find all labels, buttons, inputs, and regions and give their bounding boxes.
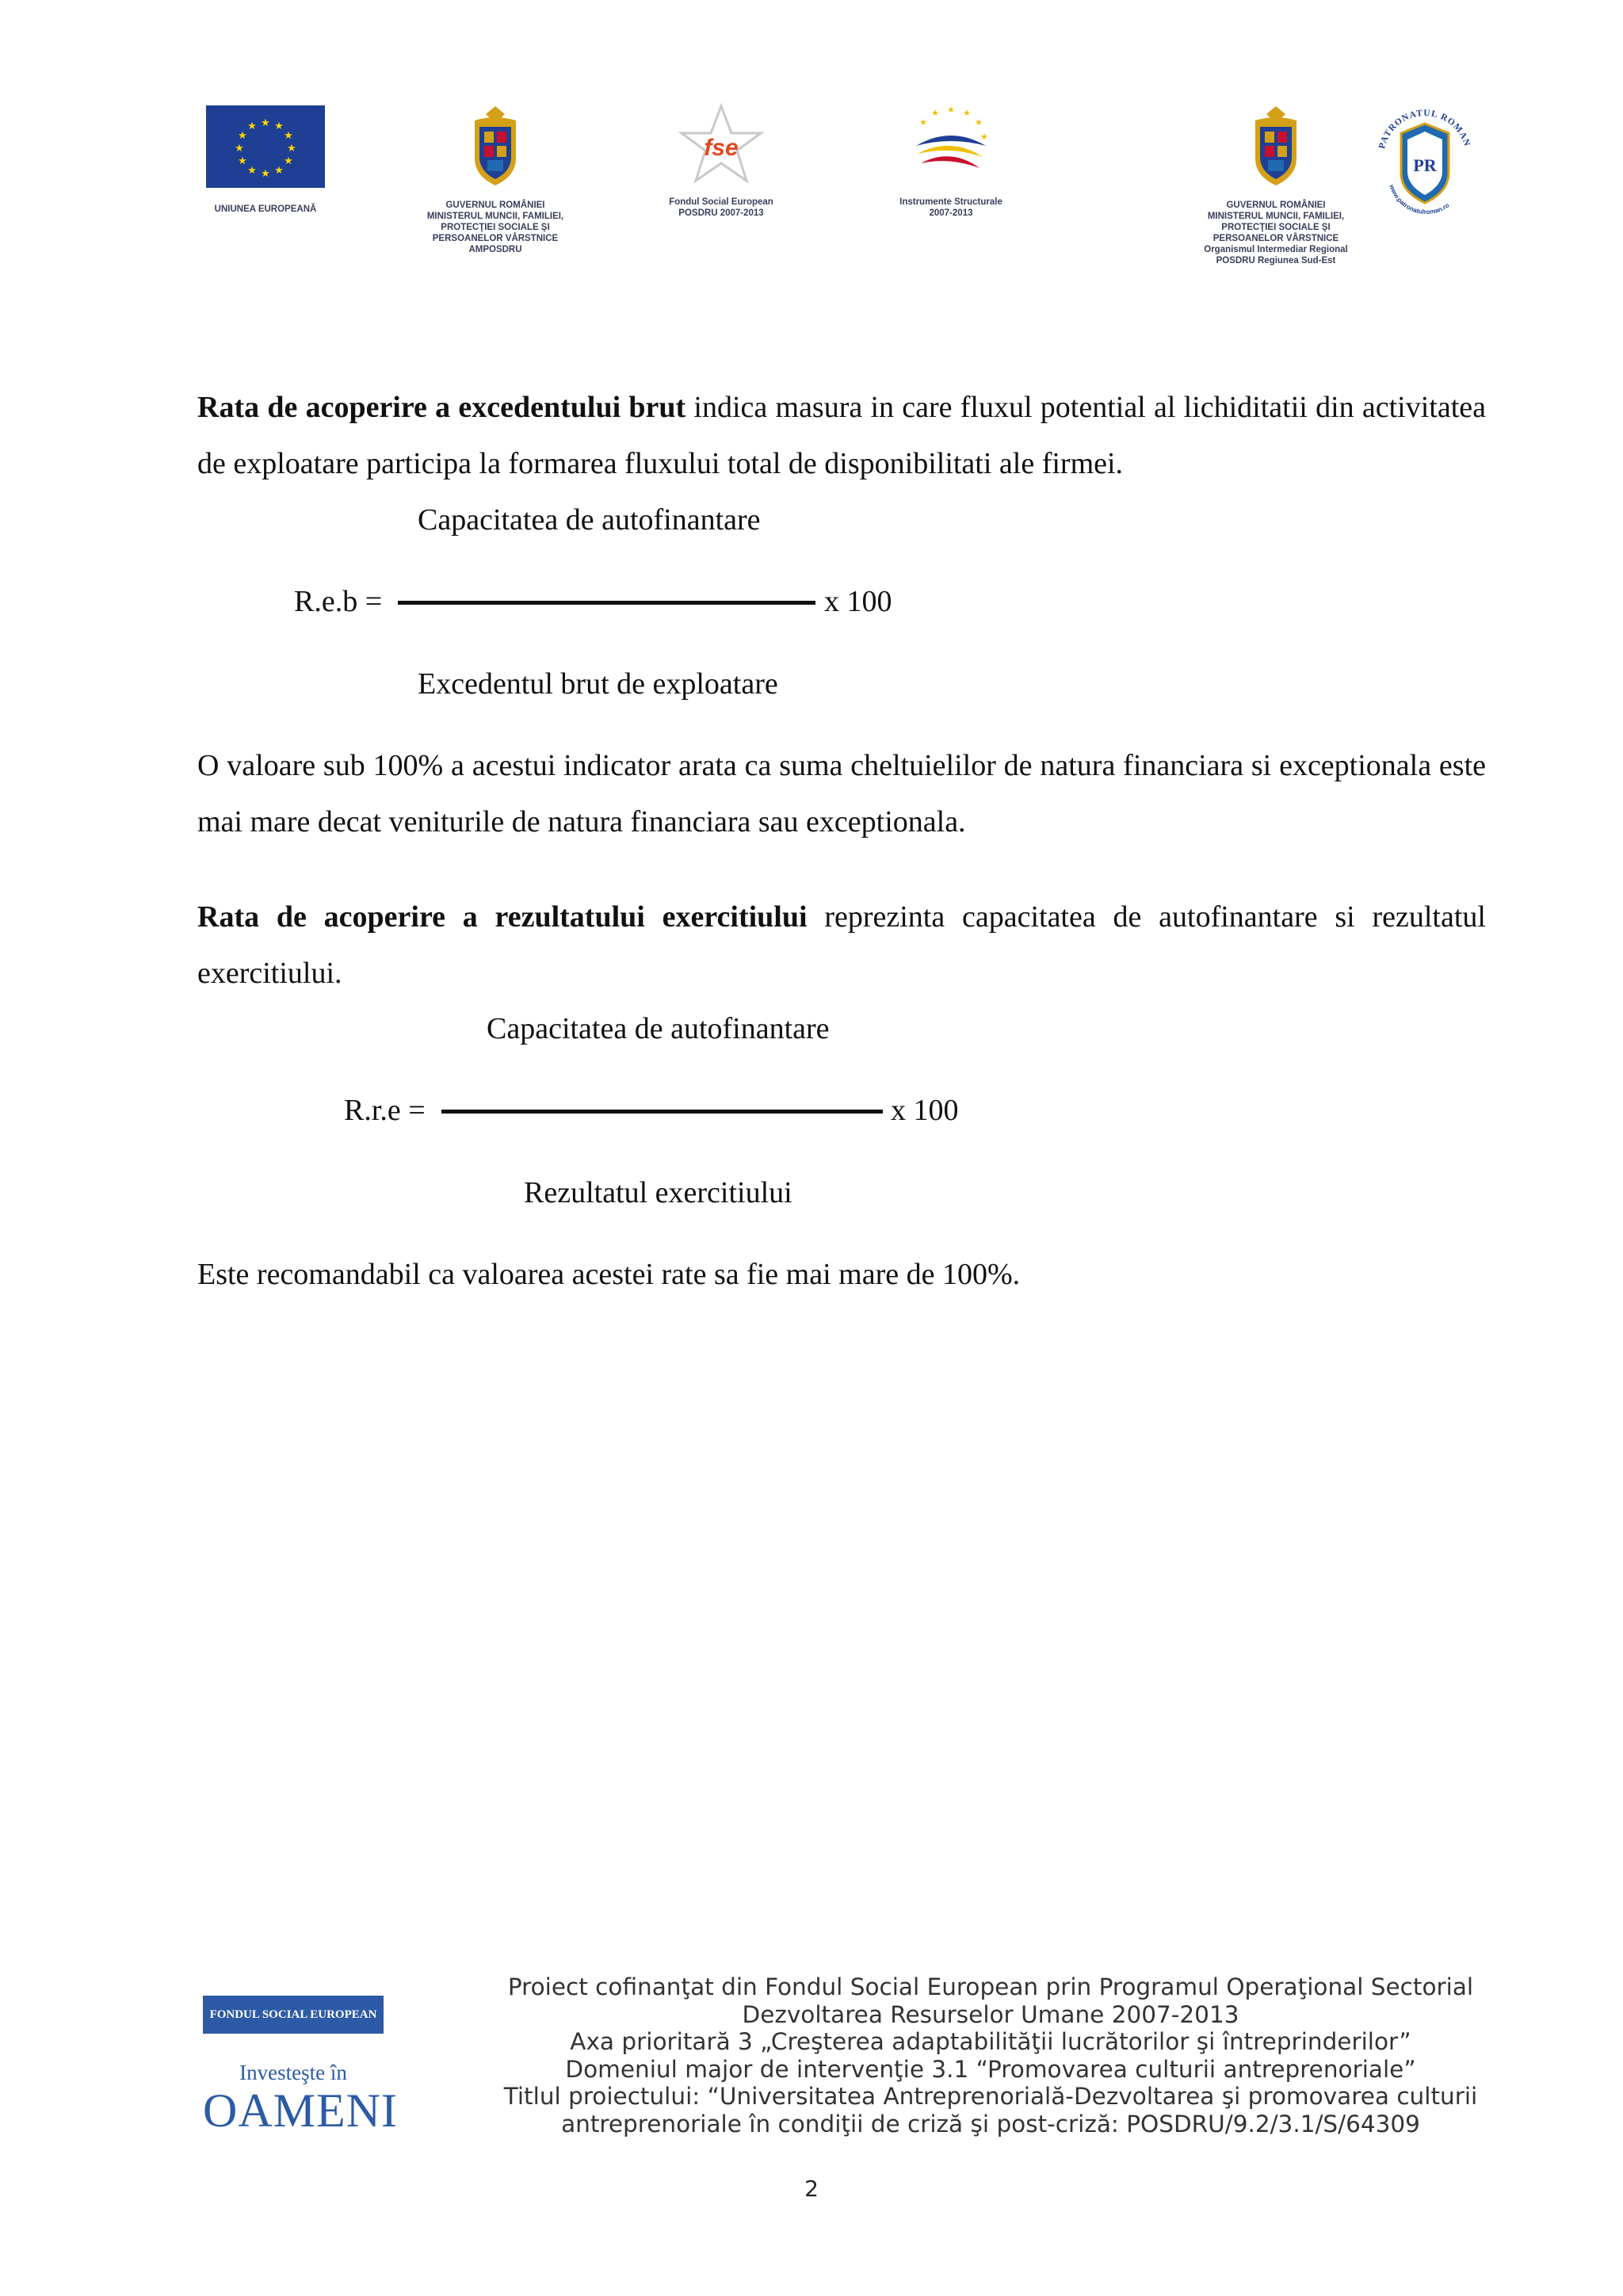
project-line: Dezvoltarea Resurselor Umane 2007-2013 <box>742 2000 1239 2028</box>
patronatul-roman-icon <box>1373 100 1477 227</box>
svg-text:★: ★ <box>980 132 988 142</box>
svg-text:★: ★ <box>947 105 955 115</box>
svg-text:★: ★ <box>261 168 270 180</box>
patronatul-center-text: PR <box>1412 155 1437 175</box>
svg-text:★: ★ <box>274 120 284 132</box>
project-line: Axa prioritară 3 „Creşterea adaptabilităţii lucrătorilor şi întreprinderilor” <box>570 2028 1411 2055</box>
svg-text:★: ★ <box>247 120 257 132</box>
formula-denominator: Excedentul brut de exploatare <box>418 667 778 701</box>
eu-flag-logo <box>202 105 329 215</box>
paragraph-text: reprezinta capacitatea de autofinantare si rezultatul exercitiului. <box>197 900 1486 990</box>
paragraph-rate-excedent <box>197 380 1486 492</box>
formula-denominator: Rezultatul exercitiului <box>524 1176 792 1209</box>
patronatul-bottom-text: www.patronatulroman.ro <box>1387 183 1450 216</box>
project-line: Domeniul major de intervenţie 3.1 “Promovarea culturii antreprenoriale” <box>565 2055 1416 2083</box>
invest-line1: Investeşte în <box>239 2061 347 2084</box>
svg-text:★: ★ <box>238 130 247 142</box>
fse-logo <box>650 101 792 219</box>
paragraph-interpretation <box>197 738 1486 850</box>
svg-text:★: ★ <box>235 143 244 155</box>
formula-label: R.r.e = <box>344 1094 426 1127</box>
eu-flag-icon <box>206 105 325 188</box>
project-line: antreprenoriale în condiţii de criză şi post-criză: POSDRU/9.2/3.1/S/64309 <box>561 2110 1420 2137</box>
term-bold: Rata de acoperire a rezultatului exercitiului <box>197 900 808 934</box>
svg-text:★: ★ <box>247 165 257 177</box>
formula-multiplier: x 100 <box>824 585 892 618</box>
coat-of-arms-icon <box>464 103 527 189</box>
page-number: 2 <box>804 2176 819 2202</box>
instrumente-structurale-logo <box>880 101 1022 219</box>
logo-caption: GUVERNUL ROMÂNIEI MINISTERUL MUNCII, FAMILIEI, PROTECŢIEI SOCIALE ŞI PERSOANELOR VÂRSTNICE AMPOSDRU <box>426 201 564 254</box>
gov-logo <box>404 103 586 255</box>
formula-numerator: Capacitatea de autofinantare <box>418 503 761 537</box>
gov-oir-logo <box>1181 103 1371 266</box>
svg-text:★: ★ <box>284 130 293 142</box>
project-line: Proiect cofinanţat din Fondul Social European prin Programul Operaţional Sectorial <box>507 1973 1474 2000</box>
svg-text:★: ★ <box>284 155 293 167</box>
logo-caption: UNIUNEA EUROPEANĂ <box>214 204 317 214</box>
term-bold: Rata de acoperire a excedentului brut <box>197 391 686 424</box>
fse-star-icon <box>674 101 769 189</box>
paragraph-text: indica masura in care fluxul potential al lichiditatii din activitatea de exploatare participa la formarea fluxului total de disponibilitati ale firmei. <box>197 391 1486 480</box>
paragraph-text: O valoare sub 100% a acestui indicator arata ca suma cheltuielilor de natura financiara si exceptionala este mai mare decat veniturile de natura financiara sau exceptionala. <box>197 749 1486 839</box>
svg-text:★: ★ <box>274 165 284 177</box>
paragraph-rate-rezultat <box>197 889 1486 1002</box>
formula-label: R.e.b = <box>294 585 383 618</box>
fse-label-box: FONDUL SOCIAL EUROPEAN <box>203 1996 384 2034</box>
formula-multiplier: x 100 <box>891 1094 959 1127</box>
svg-text:★: ★ <box>931 108 939 118</box>
logo-caption: GUVERNUL ROMÂNIEI MINISTERUL MUNCII, FAMILIEI, PROTECŢIEI SOCIALE ŞI PERSOANELOR VÂRSTNICE Organismul Intermediar Regional POSDRU Regiunea Sud-Est <box>1204 201 1348 266</box>
svg-text:★: ★ <box>975 117 983 128</box>
fse-mark: fse <box>704 135 739 161</box>
invest-line2: OAMENI <box>203 2084 398 2137</box>
fraction-bar <box>441 1110 883 1114</box>
instrumente-structurale-icon <box>903 101 999 190</box>
coat-of-arms-icon <box>1244 103 1308 189</box>
paragraph-text: Este recomandabil ca valoarea acestei rate sa fie mai mare de 100%. <box>197 1258 1021 1291</box>
fraction-bar <box>398 601 815 605</box>
patronatul-top-text: PATRONATUL ROMAN <box>1377 108 1472 151</box>
svg-text:★: ★ <box>238 155 247 167</box>
formula-numerator: Capacitatea de autofinantare <box>487 1012 830 1045</box>
svg-text:★: ★ <box>287 143 296 155</box>
logo-caption: Instrumente Structurale 2007-2013 <box>899 197 1002 218</box>
paragraph-recommendation <box>197 1247 1486 1303</box>
patronatul-roman-logo <box>1371 100 1478 227</box>
svg-text:★: ★ <box>919 117 927 128</box>
logo-caption: Fondul Social European POSDRU 2007-2013 <box>669 197 773 218</box>
investeste-in-oameni-logo <box>203 2059 398 2137</box>
svg-text:★: ★ <box>963 108 971 118</box>
project-info <box>499 1973 1482 2137</box>
project-line: Titlul proiectului: “Universitatea Antreprenorială-Dezvoltarea şi promovarea culturii <box>503 2083 1478 2110</box>
svg-text:★: ★ <box>261 117 270 129</box>
